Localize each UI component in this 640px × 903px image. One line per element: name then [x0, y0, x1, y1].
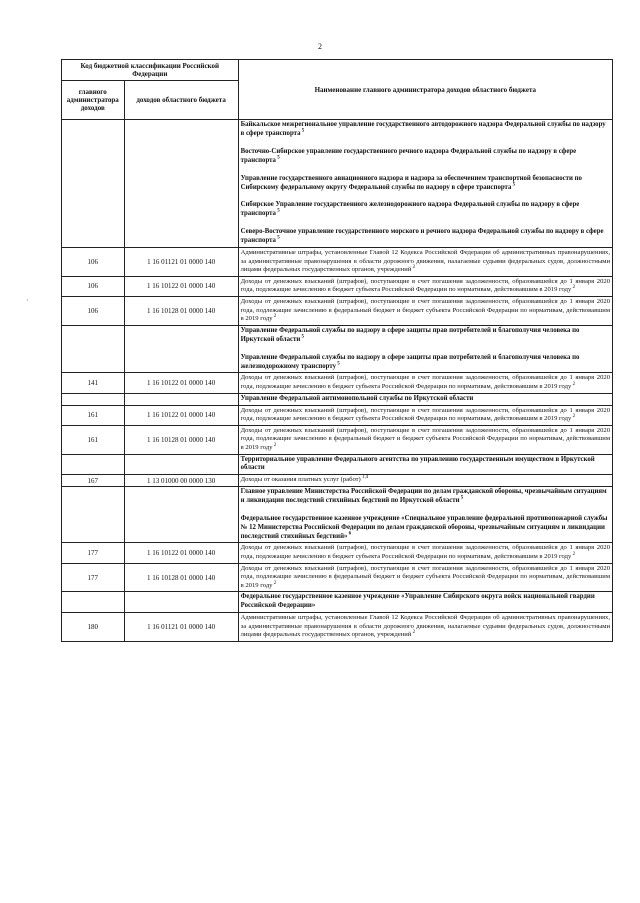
- paragraph-text: Административные штрафы, установленные Главой 12 Кодекса Российской Федерации об административных правонарушениях, за административные правонарушения в области дорожного движения, налагаемые судьями федеральных судов, должностными лицами федеральных государственных органов, учреждений: [240, 249, 610, 274]
- income-code-cell: 1 16 10128 01 0000 140: [124, 297, 238, 326]
- administrator-paragraph: [241, 121, 610, 139]
- administrator-paragraph: [241, 395, 610, 404]
- admin-code-cell: 177: [62, 543, 125, 563]
- table-body: [62, 120, 613, 642]
- paragraph-text: Управление Федеральной антимонопольной службы по Иркутской области: [240, 394, 474, 402]
- administrator-paragraph: [241, 593, 610, 611]
- admin-code-cell: [62, 592, 125, 613]
- income-code-cell: 1 16 10122 01 0000 140: [124, 543, 238, 563]
- header-col-admin: главного администратора доходов: [62, 81, 125, 120]
- admin-code-cell: 180: [62, 613, 125, 642]
- administrator-paragraph: [241, 354, 610, 372]
- admin-code-cell: 161: [62, 405, 125, 425]
- income-code-cell: [124, 486, 238, 543]
- administrator-name-cell: [238, 373, 612, 393]
- paragraph-text: Административные штрафы, установленные Главой 12 Кодекса Российской Федерации об административных правонарушениях, за административные правонарушения в области дорожного движения, налагаемые судьями федеральных судов, должностными лицами федеральных государственных органов, учреждений: [240, 614, 610, 639]
- scan-mark: ·: [26, 296, 29, 305]
- administrator-paragraph: [241, 148, 610, 166]
- table-row: [62, 592, 613, 613]
- paragraph-gap: [241, 345, 610, 354]
- paragraph-text: Доходы от денежных взысканий (штрафов), поступающие в счет погашения задолженности, образовавшейся до 1 января 2020 года, подлежащие зачислению в федеральный бюджет и бюджет субъекта Российской Федерации по нормативам, действовавшим в 2019 году: [240, 426, 610, 451]
- administrator-paragraph: [241, 614, 610, 640]
- footnote-marker: 2: [411, 630, 416, 636]
- footnote-marker: 6: [347, 531, 352, 537]
- table-row: [62, 276, 613, 296]
- administrator-paragraph: [241, 327, 610, 345]
- income-code-cell: 1 16 01121 01 0000 140: [124, 248, 238, 277]
- income-code-cell: [124, 592, 238, 613]
- footnote-marker: 2: [272, 314, 277, 320]
- paragraph-text: Байкальское межрегиональное управление государственного автодорожного надзора Федеральной службы по надзору в сфере транспорта: [240, 121, 606, 137]
- paragraph-gap: [241, 139, 610, 148]
- administrator-name-cell: [238, 592, 612, 613]
- paragraph-text: Доходы от денежных взысканий (штрафов), поступающие в счет погашения задолженности, образовавшейся до 1 января 2020 года, подлежащие зачислению в бюджет субъекта Российской Федерации по нормативам, действовавшим в 2019 году: [240, 277, 610, 294]
- administrator-name-cell: [238, 325, 612, 373]
- paragraph-text: Управление государственного авиационного надзора и надзора за обеспечением транспортной безопасности по Сибирскому федеральному округу Федеральной службы по надзору в сфере транспорта: [240, 174, 582, 191]
- footnote-marker: 5: [275, 155, 280, 161]
- footnote-marker: 5: [275, 235, 280, 241]
- income-code-cell: 1 16 10122 01 0000 140: [124, 405, 238, 425]
- administrator-name-cell: [238, 425, 612, 454]
- admin-code-cell: [62, 120, 125, 248]
- administrator-name-cell: [238, 563, 612, 592]
- income-code-cell: [124, 120, 238, 248]
- paragraph-text: Федеральное государственное казенное учреждение «Управление Сибирского округа войск национальной гвардии Российской Федерации»: [240, 593, 595, 610]
- table-row: [62, 486, 613, 543]
- income-code-cell: [124, 325, 238, 373]
- table-row: [62, 373, 613, 393]
- table-row: [62, 613, 613, 642]
- footnote-marker: 5: [459, 495, 464, 501]
- administrator-name-cell: [238, 297, 612, 326]
- table-row: [62, 454, 613, 475]
- table-row: [62, 325, 613, 373]
- admin-code-cell: [62, 454, 125, 475]
- paragraph-text: Доходы от денежных взысканий (штрафов), поступающие в счет погашения задолженности, образовавшейся до 1 января 2020 года, подлежащие зачислению в федеральный бюджет и бюджет субъекта Российской Федерации по нормативам, действовавшим в 2019 году: [240, 298, 610, 323]
- administrator-name-cell: [238, 613, 612, 642]
- administrator-name-cell: [238, 543, 612, 563]
- table-row: [62, 425, 613, 454]
- administrator-paragraph: [241, 476, 610, 485]
- administrator-paragraph: [241, 427, 610, 453]
- table-row: [62, 563, 613, 592]
- table-row: [62, 297, 613, 326]
- administrator-name-cell: [238, 248, 612, 277]
- income-code-cell: 1 16 01121 01 0000 140: [124, 613, 238, 642]
- paragraph-text: Управление Федеральной службы по надзору в сфере защиты прав потребителей и благополучия человека по железнодорожному транспорту: [240, 353, 580, 370]
- admin-code-cell: 106: [62, 248, 125, 277]
- admin-code-cell: [62, 325, 125, 373]
- table-header-row: [62, 60, 613, 81]
- administrator-paragraph: [241, 456, 610, 474]
- table-row: [62, 393, 613, 405]
- administrator-name-cell: [238, 454, 612, 475]
- admin-code-cell: 106: [62, 297, 125, 326]
- paragraph-gap: [241, 166, 610, 175]
- administrator-paragraph: [241, 565, 610, 591]
- header-group-title: Код бюджетной классификации Российской Федерации: [62, 60, 239, 81]
- administrator-name-cell: [238, 405, 612, 425]
- footnote-marker: 5: [511, 182, 516, 188]
- paragraph-gap: [241, 219, 610, 228]
- footnote-marker: 5: [336, 361, 340, 367]
- administrator-paragraph: [241, 278, 610, 295]
- administrator-paragraph: [241, 228, 610, 246]
- income-code-cell: 1 13 01000 00 0000 130: [124, 475, 238, 487]
- income-code-cell: 1 16 10128 01 0000 140: [124, 425, 238, 454]
- administrator-name-cell: [238, 486, 612, 543]
- administrator-paragraph: [241, 488, 610, 506]
- paragraph-text: Восточно-Сибирское управление государственного речного надзора Федеральной службы по надзору в сфере транспорта: [240, 147, 577, 164]
- paragraph-text: Доходы от денежных взысканий (штрафов), поступающие в счет погашения задолженности, образовавшейся до 1 января 2020 года, подлежащие зачислению в бюджет субъекта Российской Федерации по нормативам, действовавшим в 2019 году: [240, 374, 610, 391]
- footnote-marker: 2: [272, 442, 277, 448]
- administrator-name-cell: [238, 120, 612, 248]
- administrator-name-cell: [238, 393, 612, 405]
- administrator-paragraph: [241, 374, 610, 391]
- footnote-marker: 2: [571, 413, 576, 419]
- table-row: [62, 405, 613, 425]
- administrator-paragraph: [241, 515, 610, 542]
- header-col-name: Наименование главного администратора доходов областного бюджета: [238, 60, 612, 120]
- income-code-cell: [124, 454, 238, 475]
- paragraph-gap: [241, 506, 610, 515]
- header-col-income: доходов областного бюджета: [124, 81, 238, 120]
- paragraph-text: Северо-Восточное управление государственного морского и речного надзора Федеральной службы по надзору в сфере транспорта: [240, 228, 604, 245]
- footnote-marker: 1,4: [360, 475, 369, 481]
- income-code-cell: 1 16 10122 01 0000 140: [124, 373, 238, 393]
- paragraph-text: Доходы от денежных взысканий (штрафов), поступающие в счет погашения задолженности, образовавшейся до 1 января 2020 года, подлежащие зачислению в бюджет субъекта Российской Федерации по нормативам, действовавшим в 2019 году: [240, 544, 610, 561]
- paragraph-text: Территориальное управление Федерального агентства по управлению государственным имуществом в Иркутской области: [240, 455, 595, 472]
- table-row: [62, 475, 613, 487]
- admin-code-cell: [62, 393, 125, 405]
- paragraph-text: Управление Федеральной службы по надзору в сфере защиты прав потребителей и благополучия человека по Иркутской области: [240, 326, 580, 343]
- income-code-cell: 1 16 10128 01 0000 140: [124, 563, 238, 592]
- income-code-cell: [124, 393, 238, 405]
- admin-code-cell: 167: [62, 475, 125, 487]
- admin-code-cell: 177: [62, 563, 125, 592]
- administrator-paragraph: [241, 298, 610, 324]
- administrator-name-cell: [238, 475, 612, 487]
- footnote-marker: 2: [571, 381, 576, 387]
- admin-code-cell: [62, 486, 125, 543]
- table-row: [62, 248, 613, 277]
- admin-code-cell: 106: [62, 276, 125, 296]
- administrator-paragraph: [241, 544, 610, 561]
- paragraph-text: Доходы от денежных взысканий (штрафов), поступающие в счет погашения задолженности, образовавшейся до 1 января 2020 года, подлежащие зачислению в федеральный бюджет и бюджет субъекта Российской Федерации по нормативам, действовавшим в 2019 году: [240, 564, 610, 589]
- table-row: [62, 120, 613, 248]
- administrator-paragraph: [241, 201, 610, 219]
- footnote-marker: 2: [411, 265, 416, 271]
- paragraph-text: Доходы от денежных взысканий (штрафов), поступающие в счет погашения задолженности, образовавшейся до 1 января 2020 года, подлежащие зачислению в бюджет субъекта Российской Федерации по нормативам, действовавшим в 2019 году: [240, 406, 610, 423]
- paragraph-gap: [241, 192, 610, 201]
- paragraph-text: Сибирское Управление государственного железнодорожного надзора Федеральной службы по надзору в сфере транспорта: [240, 201, 580, 218]
- administrator-paragraph: [241, 249, 610, 275]
- paragraph-text: Доходы от оказания платных услуг (работ): [240, 476, 361, 484]
- income-code-cell: 1 16 10122 01 0000 140: [124, 276, 238, 296]
- footnote-marker: 2: [272, 580, 277, 586]
- budget-classification-table: [61, 59, 613, 642]
- admin-code-cell: 161: [62, 425, 125, 454]
- administrator-paragraph: [241, 407, 610, 424]
- footnote-marker: 2: [571, 285, 576, 291]
- paragraph-text: Главное управление Министерства Российской Федерации по делам гражданской обороны, чрезвычайным ситуациям и ликвидации последствий стихийных бедствий по Иркутской области: [240, 487, 607, 504]
- table-row: [62, 543, 613, 563]
- page-number: 2: [318, 42, 322, 51]
- administrator-name-cell: [238, 276, 612, 296]
- footnote-marker: 5: [300, 128, 305, 134]
- administrator-paragraph: [241, 175, 610, 193]
- admin-code-cell: 141: [62, 373, 125, 393]
- footnote-marker: 5: [300, 334, 305, 340]
- footnote-marker: 5: [275, 209, 280, 215]
- paragraph-text: Федеральное государственное казенное учреждение «Специальное управление федеральной противопожарной службы № 12 Министерства Российской Федерации по делам гражданской обороны, чрезвычайным ситуациям и ликвидации последствий стихийных бедствий»: [240, 514, 608, 540]
- footnote-marker: 2: [571, 551, 576, 557]
